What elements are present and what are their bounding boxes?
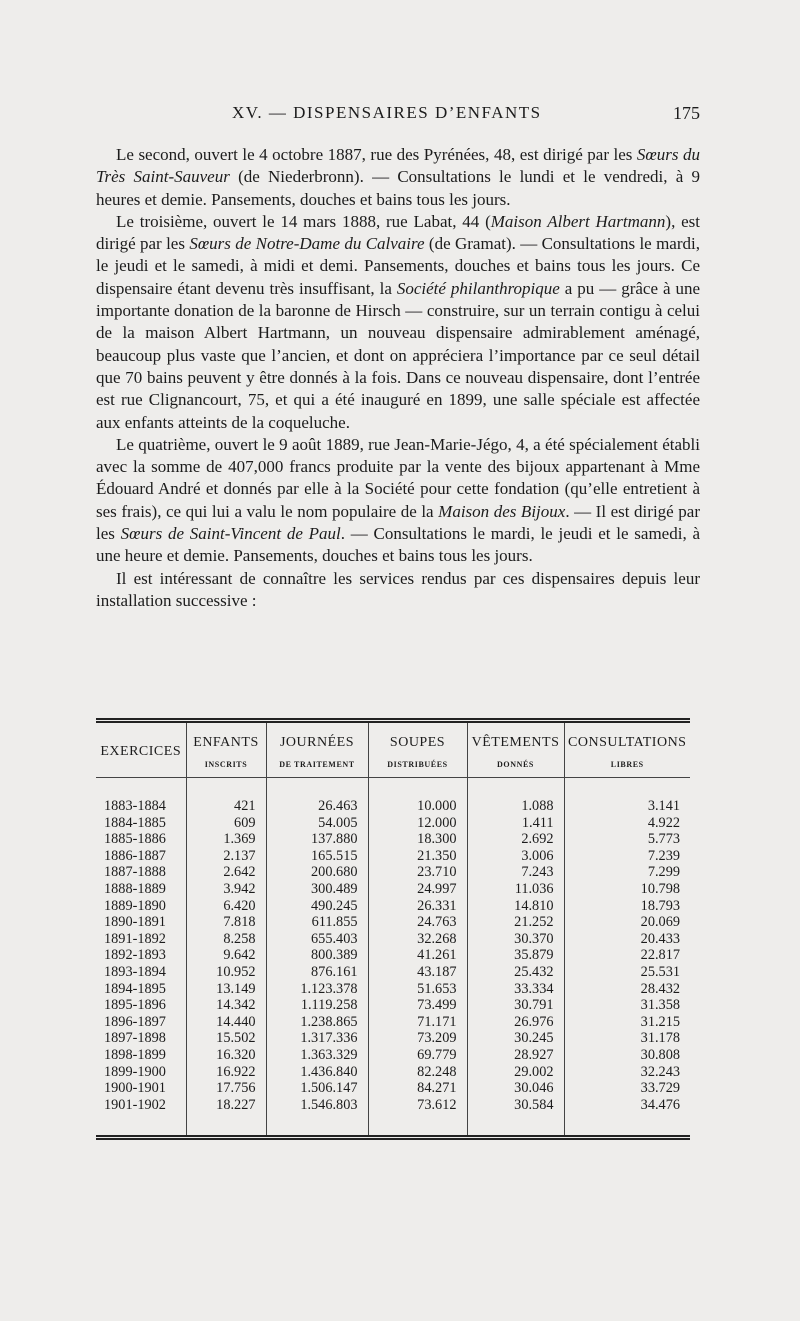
cell-journees: 26.463: [266, 778, 368, 815]
cell-consultations: 31.215: [564, 1014, 690, 1031]
cell-soupes: 41.261: [368, 947, 467, 964]
cell-soupes: 43.187: [368, 964, 467, 981]
cell-enfants: 15.502: [186, 1030, 266, 1047]
text-run-italic: Sœurs de Saint-Vincent de Paul: [120, 524, 341, 544]
cell-vetements: 25.432: [467, 964, 564, 981]
cell-vetements: 26.976: [467, 1014, 564, 1031]
table-row: [96, 1097, 690, 1138]
column-header-enfants: [186, 721, 266, 778]
paragraph-fourth-dispensary: [96, 434, 700, 568]
cell-consultations: 33.729: [564, 1080, 690, 1097]
column-header-journees: [266, 721, 368, 778]
cell-consultations: 28.432: [564, 981, 690, 998]
cell-exercice: 1893-1894: [104, 963, 166, 980]
cell-enfants: 2.642: [186, 864, 266, 881]
cell-vetements: 33.334: [467, 981, 564, 998]
cell-consultations: 10.798: [564, 881, 690, 898]
cell-soupes: 24.997: [368, 881, 467, 898]
column-header-soupes: [368, 721, 467, 778]
cell-consultations: 20.069: [564, 914, 690, 931]
table-row: [96, 898, 690, 915]
cell-enfants: 8.258: [186, 931, 266, 948]
cell-vetements: 30.584: [467, 1097, 564, 1138]
cell-consultations: 5.773: [564, 831, 690, 848]
column-header-label: VÊTEMENTS: [471, 735, 560, 750]
table-row: [96, 931, 690, 948]
cell-enfants: 10.952: [186, 964, 266, 981]
cell-consultations: 31.178: [564, 1030, 690, 1047]
cell-vetements: 30.370: [467, 931, 564, 948]
text-run: a pu — grâce à une importante donation de la baronne de Hirsch — construire, sur un terrain contigu à celui de la maison Albert Hartmann, un nouveau dispensaire admirablement aménagé, beaucoup plus vaste que l’ancien, et dont on appréciera l’importance par ce seul détail que 70 bains peuvent y être donnés à la fois. Dans ce nouveau dispensaire, dont l’entrée est rue Clignancourt, 75, et qui a été inauguré en 1899, une salle spéciale est affectée aux enfants atteints de la coqueluche.: [96, 278, 700, 432]
cell-enfants: 14.440: [186, 1014, 266, 1031]
cell-consultations: 22.817: [564, 947, 690, 964]
cell-soupes: 18.300: [368, 831, 467, 848]
column-header-sublabel: LIBRES: [610, 760, 644, 769]
paragraph-table-intro: Il est intéressant de connaître les services rendus par ces dispensaires depuis leur installation successive :: [96, 568, 700, 610]
cell-journees: 611.855: [266, 914, 368, 931]
cell-exercice: 1894-1895: [104, 980, 166, 997]
cell-consultations: 32.243: [564, 1064, 690, 1081]
cell-journees: 655.403: [266, 931, 368, 948]
cell-enfants: 13.149: [186, 981, 266, 998]
cell-journees: 876.161: [266, 964, 368, 981]
text-run: Le troisième, ouvert le 14 mars 1888, rue Labat, 44 (: [116, 211, 491, 231]
cell-consultations: 34.476: [564, 1097, 690, 1138]
column-header-label: EXERCICES: [100, 744, 182, 759]
cell-soupes: 73.499: [368, 997, 467, 1014]
cell-soupes: 21.350: [368, 848, 467, 865]
cell-exercice: 1892-1893: [104, 947, 166, 964]
text-run: ), est dirigé par les: [96, 211, 701, 254]
cell-enfants: 2.137: [186, 848, 266, 865]
cell-vetements: 11.036: [467, 881, 564, 898]
cell-consultations: 20.433: [564, 931, 690, 948]
cell-vetements: 2.692: [467, 831, 564, 848]
cell-soupes: 32.268: [368, 931, 467, 948]
cell-exercice: 1895-1896: [104, 997, 166, 1014]
cell-exercice: 1889-1890: [104, 897, 166, 914]
cell-enfants: 1.369: [186, 831, 266, 848]
cell-journees: 200.680: [266, 864, 368, 881]
cell-enfants: 16.320: [186, 1047, 266, 1064]
running-header: [100, 103, 700, 127]
cell-journees: 1.363.329: [266, 1047, 368, 1064]
services-table: [96, 718, 690, 1140]
table-row: [96, 1080, 690, 1097]
cell-enfants: 609: [186, 815, 266, 832]
cell-journees: 1.317.336: [266, 1030, 368, 1047]
cell-vetements: 29.002: [467, 1064, 564, 1081]
cell-enfants: 7.818: [186, 914, 266, 931]
column-header-exercices: [96, 721, 186, 778]
table-row: [96, 1014, 690, 1031]
cell-enfants: 17.756: [186, 1080, 266, 1097]
table-row: [96, 864, 690, 881]
cell-journees: 1.119.258: [266, 997, 368, 1014]
text-run-italic: Sœurs du Très Saint-Sauveur: [96, 145, 700, 187]
cell-consultations: 7.299: [564, 864, 690, 881]
cell-enfants: 421: [186, 778, 266, 815]
cell-enfants: 9.642: [186, 947, 266, 964]
cell-consultations: 4.922: [564, 815, 690, 832]
cell-exercice: 1901-1902: [104, 1096, 166, 1113]
table-header-row: [96, 721, 690, 778]
cell-vetements: 1.088: [467, 778, 564, 815]
cell-soupes: 12.000: [368, 815, 467, 832]
cell-consultations: 30.808: [564, 1047, 690, 1064]
table-row: [96, 778, 690, 815]
cell-soupes: 73.612: [368, 1097, 467, 1138]
cell-soupes: 24.763: [368, 914, 467, 931]
column-header-sublabel: DONNÉS: [497, 760, 534, 769]
table-row: [96, 964, 690, 981]
cell-soupes: 73.209: [368, 1030, 467, 1047]
body-text: [96, 144, 700, 612]
text-run: . — Consultations le mardi, le jeudi et le samedi, à une heure et demie. Pansements, douches et bains tous les jours.: [96, 524, 700, 566]
cell-enfants: 18.227: [186, 1097, 266, 1138]
text-run-italic: Maison Albert Hartmann: [490, 211, 666, 231]
cell-soupes: 26.331: [368, 898, 467, 915]
table-row: [96, 881, 690, 898]
cell-enfants: 16.922: [186, 1064, 266, 1081]
cell-vetements: 30.791: [467, 997, 564, 1014]
cell-exercice: 1896-1897: [104, 1013, 166, 1030]
cell-enfants: 14.342: [186, 997, 266, 1014]
text-run: . — Il est dirigé par les: [96, 501, 700, 544]
table-row: [96, 1064, 690, 1081]
table-row: [96, 848, 690, 865]
cell-consultations: 7.239: [564, 848, 690, 865]
cell-exercice: 1890-1891: [104, 914, 166, 931]
cell-exercice: 1888-1889: [104, 880, 166, 897]
cell-exercice: 1886-1887: [104, 847, 166, 864]
cell-journees: 54.005: [266, 815, 368, 832]
cell-journees: 1.546.803: [266, 1097, 368, 1138]
cell-soupes: 69.779: [368, 1047, 467, 1064]
column-header-vetements: [467, 721, 564, 778]
cell-consultations: 18.793: [564, 898, 690, 915]
cell-enfants: 6.420: [186, 898, 266, 915]
cell-soupes: 71.171: [368, 1014, 467, 1031]
column-header-sublabel: DE TRAITEMENT: [279, 760, 355, 769]
cell-exercice: 1891-1892: [104, 930, 166, 947]
table-row: [96, 1030, 690, 1047]
cell-journees: 1.506.147: [266, 1080, 368, 1097]
cell-vetements: 21.252: [467, 914, 564, 931]
column-header-label: SOUPES: [389, 735, 446, 750]
cell-exercice: 1898-1899: [104, 1046, 166, 1063]
page-number: 175: [673, 103, 700, 123]
cell-vetements: 30.046: [467, 1080, 564, 1097]
cell-exercice: 1885-1886: [104, 831, 166, 848]
cell-vetements: 14.810: [467, 898, 564, 915]
cell-journees: 800.389: [266, 947, 368, 964]
table-row: [96, 947, 690, 964]
cell-exercice: 1900-1901: [104, 1080, 166, 1097]
cell-journees: 300.489: [266, 881, 368, 898]
paragraph-second-dispensary: [96, 144, 700, 211]
cell-vetements: 30.245: [467, 1030, 564, 1047]
chapter-title: XV. — DISPENSAIRES D’ENFANTS: [232, 103, 542, 122]
cell-vetements: 7.243: [467, 864, 564, 881]
cell-vetements: 35.879: [467, 947, 564, 964]
text-run: (de Gramat). — Consultations le mardi, le jeudi et le samedi, à midi et demi. Pansements, douches et bains tous les jours. Ce dispensaire étant devenu très insuffisant, la: [96, 234, 700, 298]
cell-exercice: 1899-1900: [104, 1063, 166, 1080]
cell-exercice: 1884-1885: [104, 814, 166, 831]
table-row: [96, 914, 690, 931]
cell-exercice: 1883-1884: [104, 798, 166, 814]
text-run: Le quatrième, ouvert le 9 août 1889, rue Jean-Marie-Jégo, 4, a été spécialement établi avec la somme de 407,000 francs produite par la vente des bijoux appartenant à Mme Édouard André et donnés par elle à la Société pour cette fondation (qu’elle entretient à ses frais), ce qui lui a valu le nom populaire de la: [96, 434, 700, 521]
column-header-label: ENFANTS: [193, 735, 259, 750]
table-row: [96, 997, 690, 1014]
text-run: (de Niederbronn). — Consultations le lundi et le vendredi, à 9 heures et demie. Pansements, douches et bains tous les jours.: [96, 167, 700, 209]
table-row: [96, 981, 690, 998]
table-row: [96, 1047, 690, 1064]
cell-exercice: 1887-1888: [104, 864, 166, 881]
cell-vetements: 3.006: [467, 848, 564, 865]
text-run-italic: Sœurs de Notre-Dame du Calvaire: [189, 234, 425, 254]
cell-vetements: 1.411: [467, 815, 564, 832]
cell-enfants: 3.942: [186, 881, 266, 898]
cell-soupes: 23.710: [368, 864, 467, 881]
column-header-sublabel: DISTRIBUÉES: [387, 760, 448, 769]
text-run-italic: Maison des Bijoux: [438, 501, 566, 521]
cell-journees: 165.515: [266, 848, 368, 865]
cell-vetements: 28.927: [467, 1047, 564, 1064]
column-header-label: CONSULTATIONS: [568, 735, 687, 750]
cell-consultations: 3.141: [564, 778, 690, 815]
text-run: Le second, ouvert le 4 octobre 1887, rue des Pyrénées, 48, est dirigé par les: [116, 145, 637, 164]
table-body: [96, 778, 690, 1138]
cell-journees: 137.880: [266, 831, 368, 848]
text-run-italic: Société philanthropique: [396, 278, 560, 298]
cell-journees: 1.123.378: [266, 981, 368, 998]
table-row: [96, 815, 690, 832]
cell-consultations: 25.531: [564, 964, 690, 981]
paragraph-third-dispensary: [96, 211, 700, 434]
cell-soupes: 51.653: [368, 981, 467, 998]
table-row: [96, 831, 690, 848]
cell-soupes: 84.271: [368, 1080, 467, 1097]
cell-journees: 1.436.840: [266, 1064, 368, 1081]
cell-journees: 490.245: [266, 898, 368, 915]
cell-consultations: 31.358: [564, 997, 690, 1014]
cell-journees: 1.238.865: [266, 1014, 368, 1031]
column-header-sublabel: INSCRITS: [204, 760, 248, 769]
column-header-consultations: [564, 721, 690, 778]
cell-exercice: 1897-1898: [104, 1030, 166, 1047]
column-header-label: JOURNÉES: [279, 735, 354, 750]
cell-soupes: 10.000: [368, 778, 467, 815]
cell-soupes: 82.248: [368, 1064, 467, 1081]
